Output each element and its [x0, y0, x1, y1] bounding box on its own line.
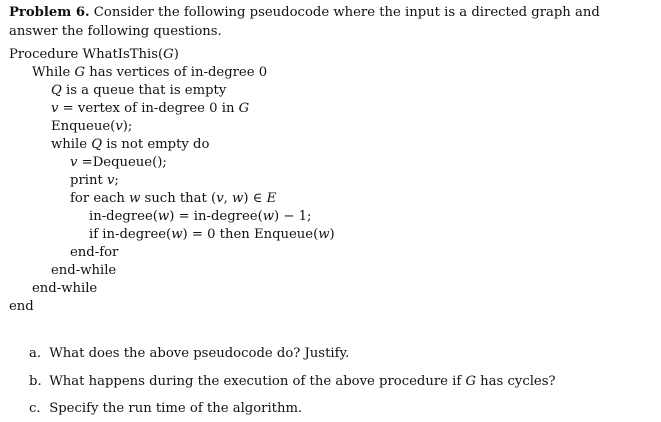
code-line-4: v = vertex of in-degree 0 in G: [51, 101, 250, 116]
code-line-3: Q is a queue that is empty: [51, 83, 227, 98]
problem-statement: [9, 3, 649, 41]
code-line-7: v =Dequeue();: [70, 155, 167, 170]
problem-text: Consider the following pseudocode where the input is a directed graph and answer the following questions.: [9, 5, 600, 39]
code-line-6: while Q is not empty do: [51, 137, 210, 152]
question-label: b.: [29, 374, 42, 389]
code-line-9: for each w such that (v, w) ∈ E: [70, 191, 277, 206]
question-text: Specify the run time of the algorithm.: [49, 401, 303, 416]
code-line-1: Procedure WhatIsThis(G): [9, 47, 179, 62]
code-line-8: print v;: [70, 173, 119, 188]
question-label: c.: [29, 401, 41, 416]
code-line-13: end-while: [51, 263, 117, 278]
question-text: What happens during the execution of the above procedure if G has cycles?: [49, 374, 556, 389]
code-line-12: end-for: [70, 245, 119, 260]
code-line-5: Enqueue(v);: [51, 119, 133, 134]
code-line-15: end: [9, 299, 34, 314]
code-line-2: While G has vertices of in-degree 0: [32, 65, 268, 80]
question-b: [29, 373, 556, 391]
question-c: [29, 400, 302, 418]
code-line-11: if in-degree(w) = 0 then Enqueue(w): [89, 227, 335, 242]
code-line-14: end-while: [32, 281, 98, 296]
question-label: a.: [29, 346, 42, 361]
question-a: [29, 345, 349, 363]
question-text: What does the above pseudocode do? Justify.: [49, 346, 350, 361]
problem-label: Problem 6.: [9, 5, 90, 20]
code-line-10: in-degree(w) = in-degree(w) − 1;: [89, 209, 312, 224]
